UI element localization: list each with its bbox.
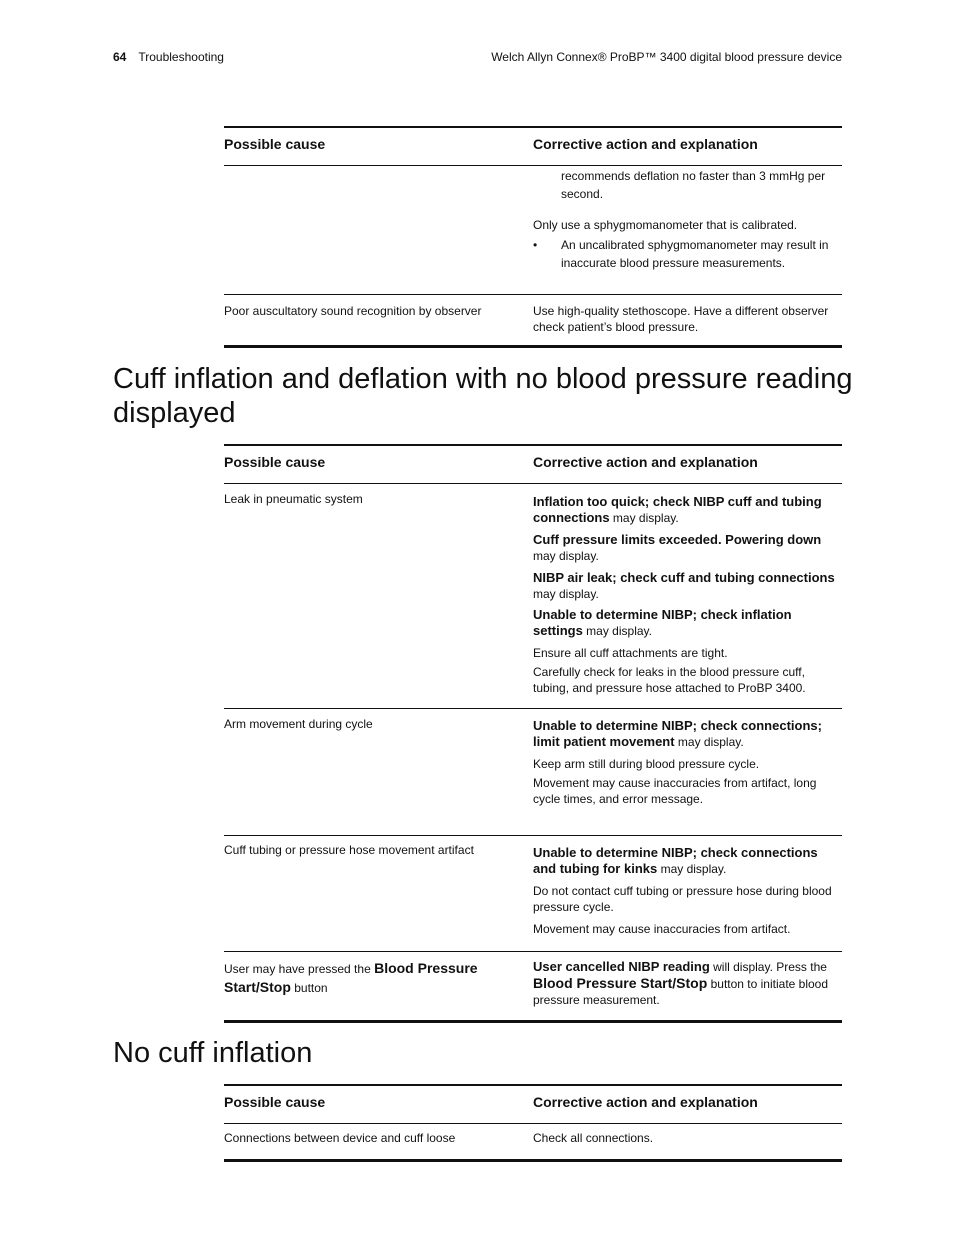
cause-cell: Cuff tubing or pressure hose movement artifact <box>224 843 474 857</box>
table-row <box>224 484 842 709</box>
table-no-reading <box>224 444 842 1023</box>
action-cell <box>533 952 842 1008</box>
table-row <box>224 166 842 295</box>
bullet-glyph: • <box>533 238 538 252</box>
bullet-item <box>533 236 842 272</box>
action-text: Keep arm still during blood pressure cycle. <box>533 757 760 771</box>
action-cell <box>533 709 842 807</box>
bullet-text: An uncalibrated sphygmomanometer may result in inaccurate blood pressure measurements. <box>561 238 829 270</box>
table-row <box>224 952 842 1023</box>
action-cell <box>533 836 842 937</box>
action-text: Ensure all cuff attachments are tight. <box>533 646 728 660</box>
running-header-title: Welch Allyn Connex® ProBP™ 3400 digital blood pressure device <box>491 50 842 64</box>
action-cell: Check all connections. <box>533 1131 654 1145</box>
section-name: Troubleshooting <box>138 50 224 64</box>
table-header-row <box>224 1084 842 1124</box>
column-header-cause: Possible cause <box>224 454 326 470</box>
message-text: Inflation too quick; check NIBP cuff and tubing connections may display. <box>533 494 822 525</box>
action-cell: Use high-quality stethoscope. Have a different observer check patient’s blood pressure. <box>533 304 829 334</box>
message-text: Unable to determine NIBP; check connections; limit patient movement may display. <box>533 718 822 749</box>
action-text: Carefully check for leaks in the blood pressure cuff, tubing, and pressure hose attached to ProBP 3400. <box>533 665 806 695</box>
table-row <box>224 836 842 952</box>
table-header-row <box>224 444 842 484</box>
message-text: Unable to determine NIBP; check inflation settings may display. <box>533 607 792 638</box>
table-row <box>224 709 842 836</box>
action-cell <box>533 484 842 696</box>
column-header-action: Corrective action and explanation <box>533 454 758 470</box>
table-continued <box>224 126 842 348</box>
message-text: Cuff pressure limits exceeded. Powering down may display. <box>533 532 822 563</box>
cause-cell: Poor auscultatory sound recognition by observer <box>224 304 482 318</box>
message-text: Unable to determine NIBP; check connections and tubing for kinks may display. <box>533 845 818 876</box>
table-row <box>224 1124 842 1162</box>
table-header-row <box>224 126 842 166</box>
cause-cell: Connections between device and cuff loose <box>224 1131 456 1145</box>
action-cell <box>533 166 842 272</box>
action-text: Do not contact cuff tubing or pressure hose during blood pressure cycle. <box>533 884 832 914</box>
cause-cell: Arm movement during cycle <box>224 717 373 731</box>
action-text: Movement may cause inaccuracies from artifact. <box>533 922 791 936</box>
cause-cell: Leak in pneumatic system <box>224 492 363 506</box>
column-header-action: Corrective action and explanation <box>533 136 758 152</box>
table-row <box>224 295 842 348</box>
continued-text: recommends deflation no faster than 3 mmHg per second. <box>561 169 826 201</box>
cause-cell: User may have pressed the Blood Pressure Start/Stop button <box>224 960 478 995</box>
message-text: NIBP air leak; check cuff and tubing connections may display. <box>533 570 835 601</box>
action-text: Movement may cause inaccuracies from artifact, long cycle times, and error message. <box>533 776 817 806</box>
column-header-cause: Possible cause <box>224 1094 326 1110</box>
section-heading: No cuff inflation <box>113 1037 313 1069</box>
page-number: 64 <box>113 50 127 64</box>
action-text: User cancelled NIBP reading will display. Press the Blood Pressure Start/Stop button to initiate blood pressure measurement. <box>533 959 829 1007</box>
column-header-cause: Possible cause <box>224 136 326 152</box>
running-header-left <box>113 50 224 64</box>
table-no-cuff-inflation <box>224 1084 842 1162</box>
column-header-action: Corrective action and explanation <box>533 1094 758 1110</box>
sphyg-text: Only use a sphygmomanometer that is calibrated. <box>533 218 798 232</box>
section-heading: Cuff inflation and deflation with no blood pressure reading displayed <box>113 363 853 429</box>
